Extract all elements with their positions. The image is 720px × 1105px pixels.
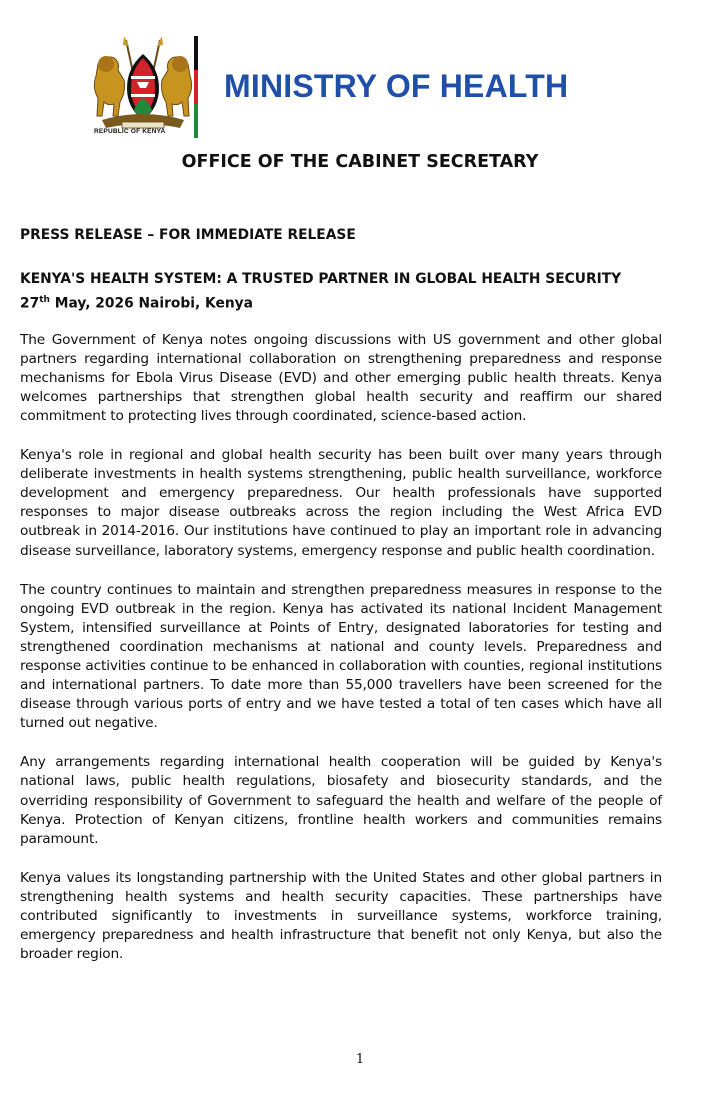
office-title: OFFICE OF THE CABINET SECRETARY [181, 152, 539, 172]
page-number: 1 [355, 1052, 365, 1067]
paragraph: Kenya's role in regional and global health security has been built over many years through deliberate investments in health systems strengthening, public health surveillance, workforce development and emergency preparedness. Our health professionals have supported responses to major disease outbreaks across the region including the West Africa EVD outbreak in 2014-2016. Our institutions have continued to play an important role in advancing disease surveillance, laboratory systems, emergency response and public health coordination. [20, 447, 662, 559]
release-type: PRESS RELEASE – FOR IMMEDIATE RELEASE [20, 227, 356, 243]
ministry-title: MINISTRY OF HEALTH [224, 68, 569, 104]
paragraph: Any arrangements regarding international health cooperation will be guided by Kenya's national laws, public health regulations, biosafety and biosecurity standards, and the overriding responsibility of Government to safeguard the health and welfare of the people of Kenya. Protection of Kenyan citizens, frontline health workers and communities remains paramount. [20, 754, 662, 847]
release-title: KENYA'S HEALTH SYSTEM: A TRUSTED PARTNER IN GLOBAL HEALTH SECURITY [20, 271, 622, 287]
flag-color-bar [194, 36, 198, 138]
paragraph: Kenya values its longstanding partnership with the United States and other global partners in strengthening health systems and health security capacities. These partnerships have contributed significantly to investments in surveillance systems, workforce training, emergency preparedness and health infrastructure that benefit not only Kenya, but also the broader region. [20, 869, 662, 963]
paragraph: The country continues to maintain and strengthen preparedness measures in response to the ongoing EVD outbreak in the region. Kenya has activated its national Incident Management System, intensified surveillance at Points of Entry, designated laboratories for testing and strengthened coordination mechanisms at national and county levels. Preparedness and response activities continue to be enhanced in collaboration with counties, regional institutions and international partners. To date more than 55,000 travellers have been screened for the disease through various ports of entry and we have tested a total of ten cases which have all turned out negative. [20, 581, 662, 732]
letterhead [0, 0, 720, 150]
release-date: 27th May, 2026 Nairobi, Kenya [20, 295, 253, 312]
coat-of-arms-icon [88, 36, 198, 140]
press-release-body [20, 225, 662, 984]
emblem-caption: REPUBLIC OF KENYA [94, 128, 166, 135]
paragraph: The Government of Kenya notes ongoing discussions with US government and other global partners regarding international collaboration on strengthening preparedness and response mechanisms for Ebola Virus Disease (EVD) and other emerging public health threats. Kenya welcomes partnerships that strengthen global health security and reaffirm our shared commitment to protecting lives through coordinated, science-based action. [20, 331, 662, 424]
